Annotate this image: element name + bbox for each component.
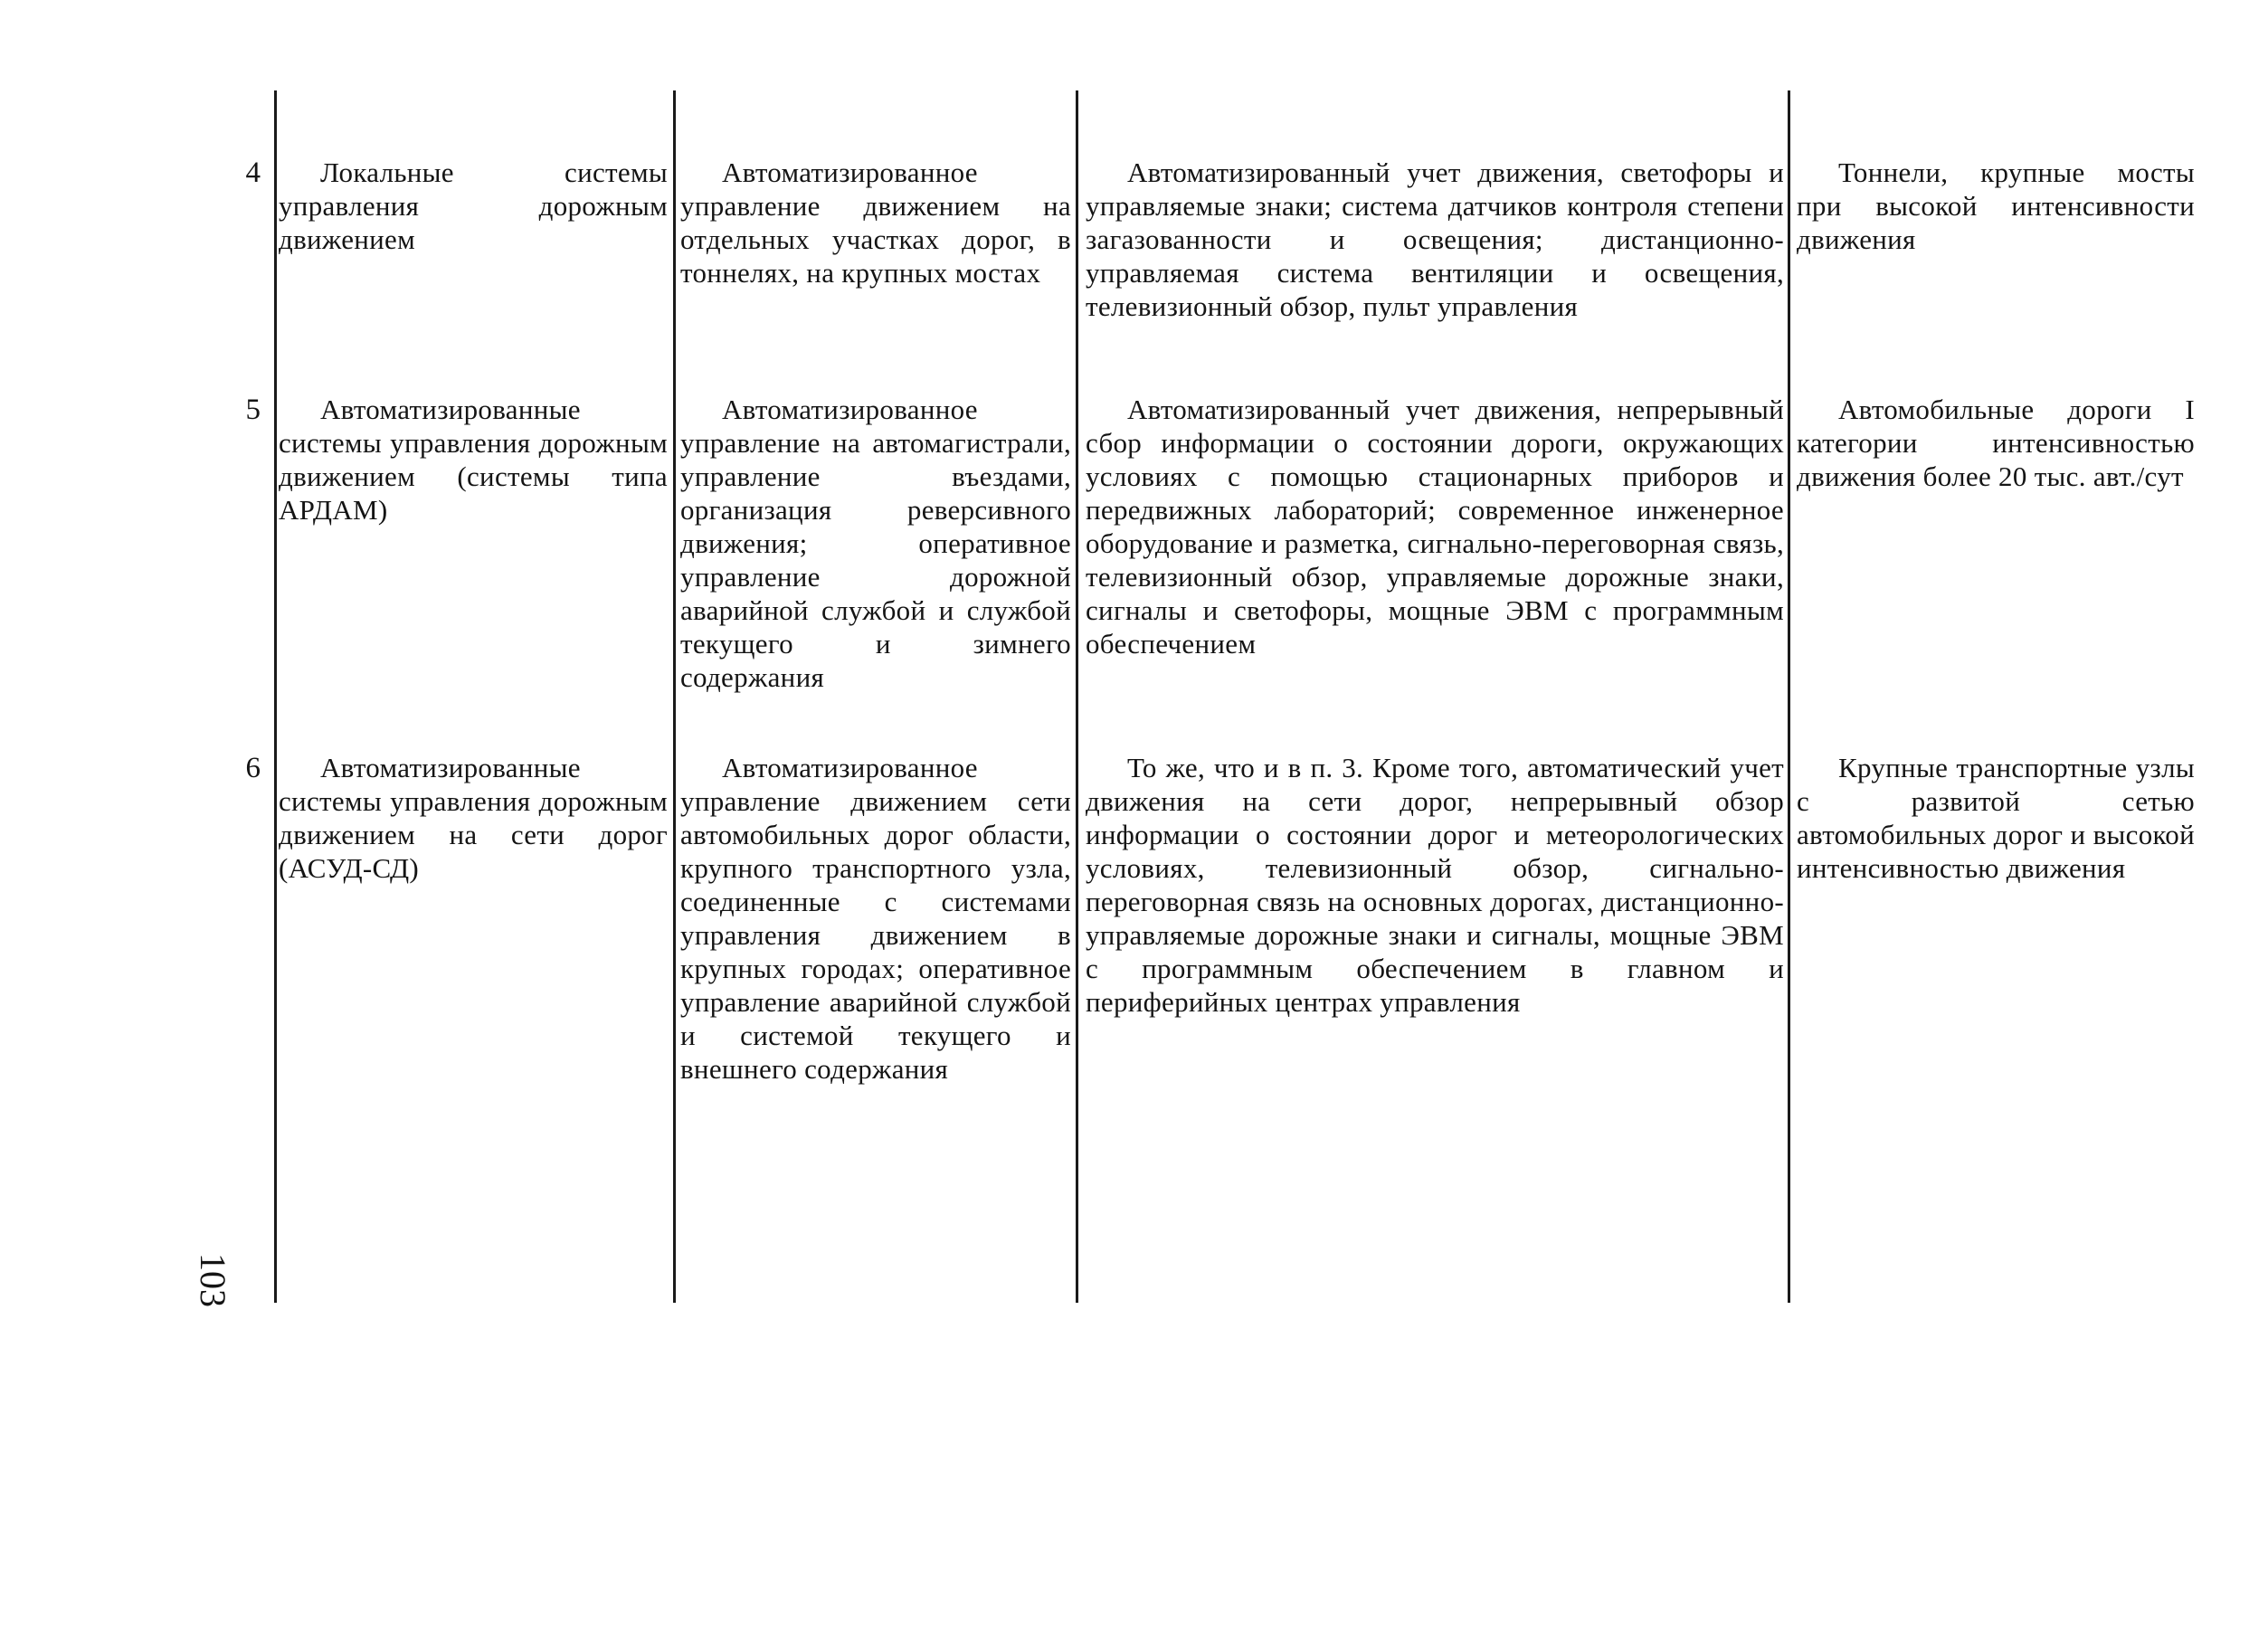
column-divider-4	[1788, 90, 1790, 1303]
column-divider-2	[673, 90, 676, 1303]
equipment-cell: Автоматизированный учет движения, непрерывный сбор информации о состоянии дороги, окружающих условиях с помощью стационарных приборов и передвижных лабораторий; современное инженерное оборудование и разметка, сигнально-переговорная связь, телевизионный обзор, управляемые дорожные знаки, сигналы и светофоры, мощные ЭВМ с программным обеспечением	[1086, 394, 1784, 660]
page-number: 103	[193, 1253, 233, 1307]
system-name-cell: Автоматизированные системы управления дорожным движением (системы типа АРДАМ)	[279, 394, 668, 526]
column-divider-3	[1076, 90, 1078, 1303]
application-cell: Автомобильные дороги I категории интенсивностью движения более 20 тыс. авт./сут	[1797, 394, 2195, 492]
equipment-cell: Автоматизированный учет движения, светофоры и управляемые знаки; система датчиков контроля степени загазованности и освещения; дистанционно-управляемая система вентиляции и освещения, телевизионный обзор, пульт управления	[1086, 157, 1784, 322]
application-cell: Крупные транспортные узлы с развитой сетью автомобильных дорог и высокой интенсивностью движения	[1797, 752, 2195, 884]
equipment-cell: То же, что и в п. 3. Кроме того, автоматический учет движения на сети дорог, непрерывный обзор информации о состоянии дорог и метеорологических условиях, телевизионный обзор, сигнально-переговорная связь на основных дорогах, дистанционно-управляемые дорожные знаки и сигналы, мощные ЭВМ с программным обеспечением в главном и периферийных центрах управления	[1086, 752, 1784, 1018]
function-cell: Автоматизированное управление на автомагистрали, управление въездами, организация реверсивного движения; оперативное управление дорожной аварийной службой и службой текущего и зимнего содержания	[680, 394, 1071, 693]
application-cell: Тоннели, крупные мосты при высокой интенсивности движения	[1797, 157, 2195, 255]
row-number: 6	[245, 752, 261, 784]
system-name-cell: Автоматизированные системы управления дорожным движением на сети дорог (АСУД-СД)	[279, 752, 668, 884]
row-number: 4	[245, 157, 261, 189]
row-number: 5	[245, 394, 261, 426]
function-cell: Автоматизированное управление движением сети автомобильных дорог области, крупного транспортного узла, соединенные с системами управления движением в крупных городах; оперативное управление аварийной службой и системой текущего и внешнего содержания	[680, 752, 1071, 1085]
system-name-cell: Локальные системы управления дорожным движением	[279, 157, 668, 255]
function-cell: Автоматизированное управление движением на отдельных участках дорог, в тоннелях, на крупных мостах	[680, 157, 1071, 289]
column-divider-1	[274, 90, 277, 1303]
